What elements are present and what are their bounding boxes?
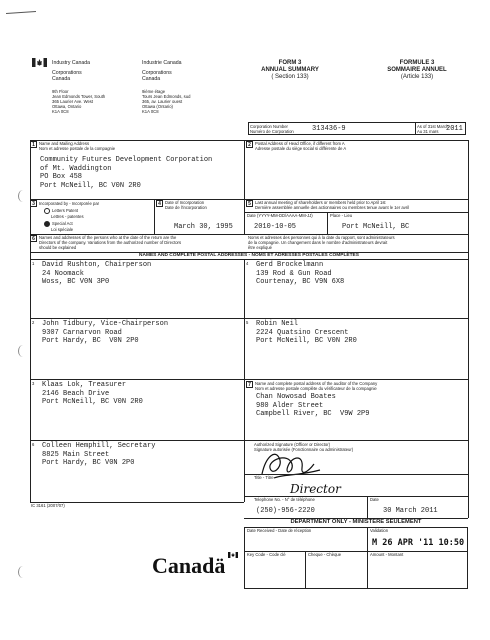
section-4-label: Date of Incorporation Date de l'incorporation xyxy=(165,200,207,210)
auditor-label: Name and complete postal address of the auditor of the Company Nom et adresse postale complète du vérificateur de la compagnie xyxy=(255,381,378,391)
validation-label: Validation xyxy=(370,528,389,533)
wordmark-flag-icon xyxy=(228,552,238,558)
incorporation-options: Letters Patent Lettres - patentes Special Act Loi spéciale xyxy=(44,208,84,232)
date-received-label: Date Received - Date de réception xyxy=(247,528,312,533)
punch-hole xyxy=(18,190,28,202)
signature-date-value: 30 March 2011 xyxy=(383,507,438,515)
special-act-radio[interactable] xyxy=(44,221,50,227)
corp-fr: Corporations Canada xyxy=(142,70,172,82)
title-label: Title - Titre xyxy=(254,475,274,480)
corp-number-value: 313436-9 xyxy=(312,125,346,133)
section-3-label: Incorporated by - Incorporée par xyxy=(39,201,100,206)
incorporation-date: March 30, 1995 xyxy=(174,223,233,231)
meeting-date-label: Date (YYYY-MM-DD/AAAA-MM-JJ) xyxy=(247,213,313,218)
form-title-fr: FORMULE 3 SOMMAIRE ANNUEL (Article 133) xyxy=(387,60,447,80)
amount-label: Amount - Montant xyxy=(370,552,404,557)
section-7-number: 7 xyxy=(246,381,253,388)
section-5-number: 5 xyxy=(246,200,253,207)
scan-mark xyxy=(6,11,36,14)
corp-en: Corporations Canada xyxy=(52,70,82,82)
title-value: Director xyxy=(290,482,341,496)
punch-hole xyxy=(18,566,28,578)
year-value: 2011 xyxy=(446,125,463,133)
punch-hole xyxy=(18,345,28,357)
section-6-note-fr: Noms et adresses des personnes qui à la date du rapport, sont administrateurs de la compagnie. Un changement dans le nombre d'administrateurs devrait être expliqué xyxy=(248,235,395,250)
section-3-number: 3 xyxy=(30,200,37,207)
as-of-label: As of 31st March Au 31 mars xyxy=(417,124,449,134)
key-code-label: Key Code - Code clé xyxy=(247,552,286,557)
phone-value: (250)-956-2220 xyxy=(256,507,315,515)
section-5-label: Last annual meeting of shareholders or members held prior to April 1st Dernière assemblée annuelle des actionnaires ou membres tenue avant le 1er avril xyxy=(255,200,410,210)
canada-flag-icon xyxy=(32,58,47,67)
phone-label: Telephone No. - N° de téléphone xyxy=(254,497,315,502)
signature-label: Authorized Signature (Officer or Director) Signature autorisée (Fonctionnaire ou administrateur) xyxy=(254,442,354,452)
section-1-number: 1 xyxy=(30,141,37,148)
address-en: 9th Floor Jean Edmonds Tower, South 365 Laurier Ave. West Ottawa, Ontario K1A 0C8 xyxy=(52,89,106,114)
company-name-address: Community Futures Development Corporation of Mt. Waddington PO Box 458 Port McNeill, BC V0N 2R0 xyxy=(40,156,213,190)
address-fr: 9ième étage Tours Jean Edmonds, sud 365, av. Laurier ouest Ottawa (Ontario) K1A 0C8 xyxy=(142,89,191,114)
dept-fr-name: Industrie Canada xyxy=(142,60,182,66)
corp-number-label: Corporation Number Numéro de Corporation xyxy=(250,124,294,134)
section-2-number: 2 xyxy=(246,141,253,148)
section-2-label: Postal Address of Head Office, if different from A Adresse postale du siège social si différente de A xyxy=(255,141,347,151)
date-label: Date xyxy=(370,497,379,502)
meeting-place-label: Place - Lieu xyxy=(330,213,353,218)
meeting-place-value: Port McNeill, BC xyxy=(342,223,410,231)
form-code: IC 3161 (2007/07) xyxy=(31,503,65,508)
canada-wordmark: Canadä xyxy=(152,553,226,578)
meeting-date-value: 2010-10-05 xyxy=(254,223,297,231)
section-6-label: Names and addresses of the persons who at the date of the return are the Directors of the company. Variations from the authorized number of Directors should be explained xyxy=(39,235,182,250)
letters-patent-radio[interactable] xyxy=(44,208,50,214)
dept-en-name: Industry Canada xyxy=(52,60,91,66)
form-title-en: FORM 3 ANNUAL SUMMARY ( Section 133) xyxy=(261,60,319,80)
cheque-label: Cheque - Chèque xyxy=(308,552,342,557)
received-stamp: M 26 APR '11 10:50 xyxy=(372,538,465,548)
department-only-heading: DEPARTMENT ONLY - MINISTÈRE SEULEMENT xyxy=(290,519,422,525)
section-4-number: 4 xyxy=(156,200,163,207)
department-only-box xyxy=(244,527,468,589)
section-6-number: 6 xyxy=(30,235,37,242)
section-1-label: Name and Mailing Address Nom et adresse postale de la compagnie xyxy=(39,141,116,151)
auditor-address: Chan Nowosad Boates 980 Alder Street Campbell River, BC V9W 2P9 xyxy=(256,393,370,419)
names-addresses-header: NAMES AND COMPLETE POSTAL ADDRESSES - NOMS ET ADRESSES POSTALES COMPLÈTES xyxy=(139,253,359,258)
